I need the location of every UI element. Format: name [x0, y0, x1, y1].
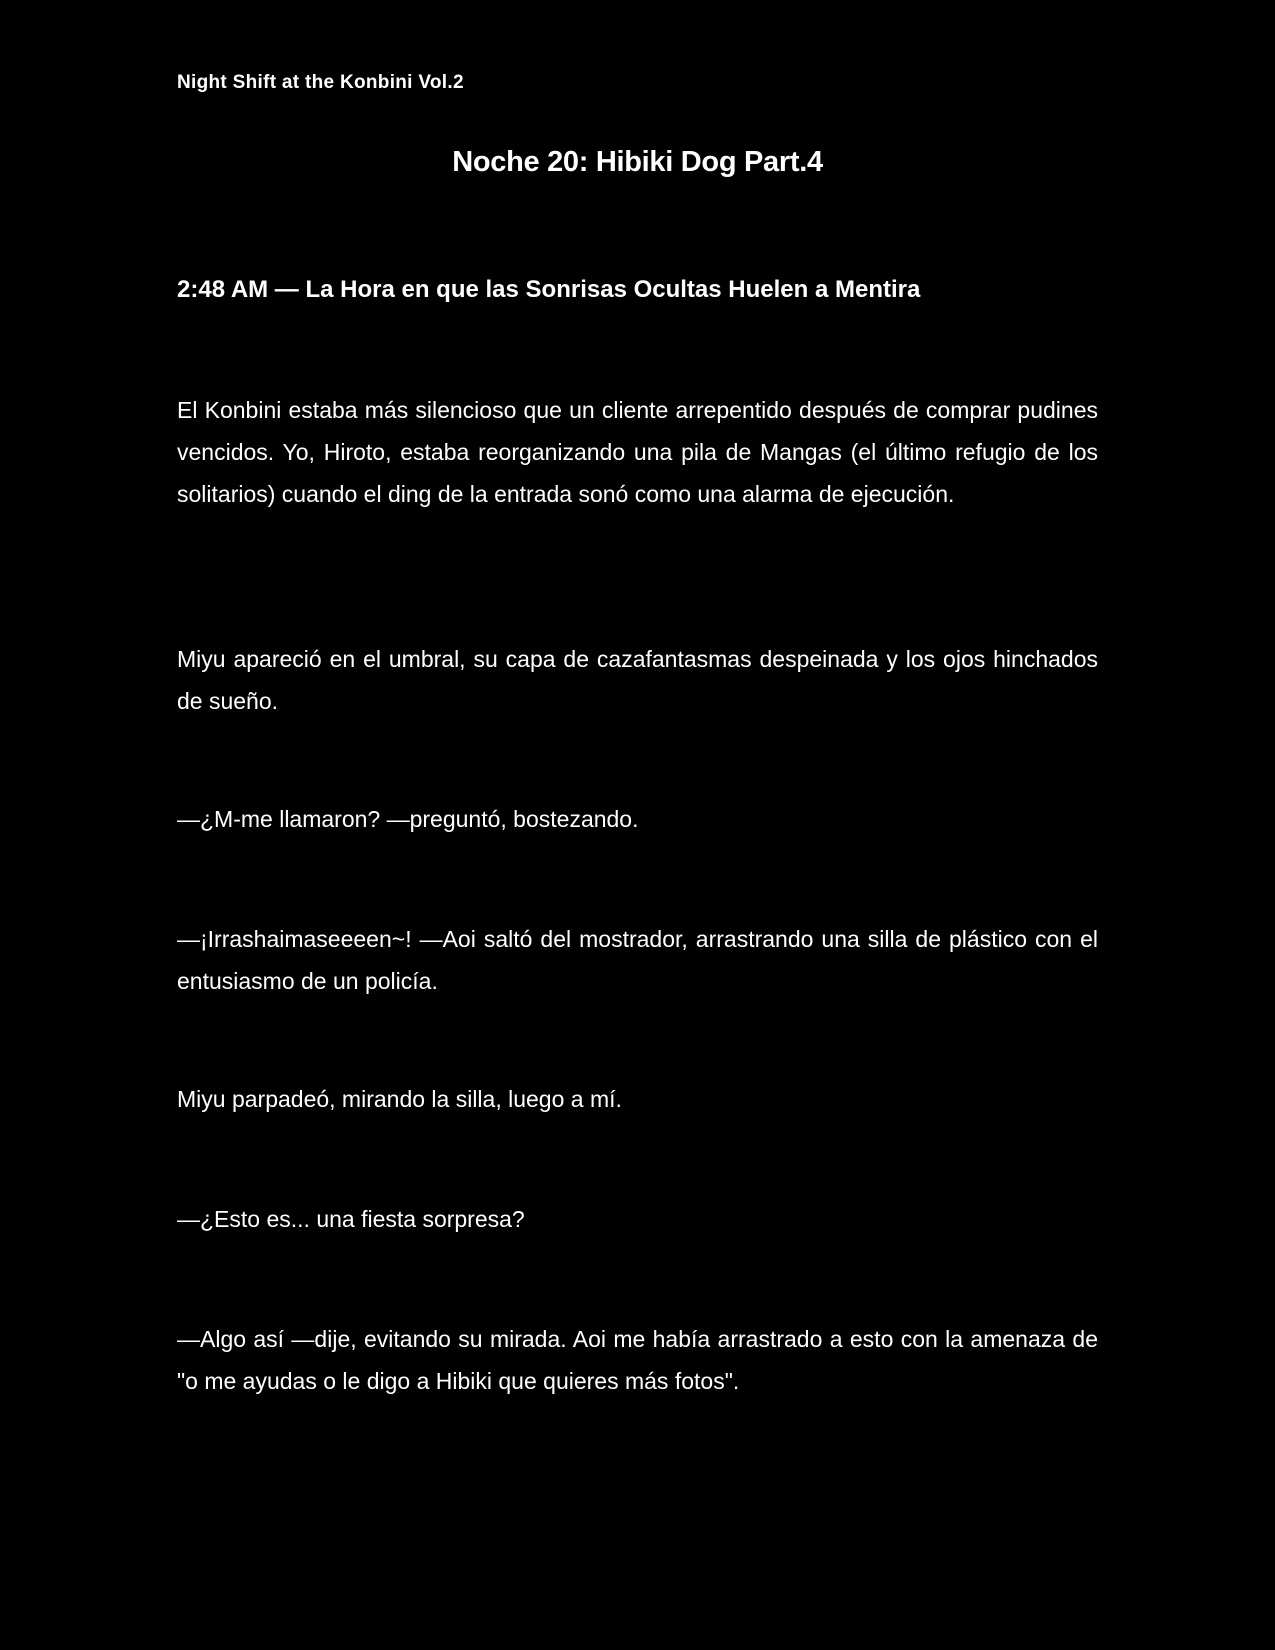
paragraph: —¿Esto es... una fiesta sorpresa?	[177, 1206, 525, 1232]
paragraph: El Konbini estaba más silencioso que un cliente arrepentido después de comprar pudines vencidos. Yo, Hiroto, estaba reorganizando una pila de Mangas (el último refugio de los solitarios) cuando el ding de la entrada sonó como una alarma de ejecución.	[177, 397, 1098, 507]
paragraph: —¿M-me llamaron? —preguntó, bostezando.	[177, 806, 639, 832]
section-heading: 2:48 AM — La Hora en que las Sonrisas Ocultas Huelen a Mentira	[177, 276, 921, 303]
chapter-title: Noche 20: Hibiki Dog Part.4	[452, 146, 823, 178]
running-header: Night Shift at the Konbini Vol.2	[177, 72, 464, 93]
paragraph: —Algo así —dije, evitando su mirada. Aoi me había arrastrado a esto con la amenaza de "o me ayudas o le digo a Hibiki que quieres más fotos".	[177, 1326, 1098, 1394]
paragraph: Miyu apareció en el umbral, su capa de cazafantasmas despeinada y los ojos hinchados de sueño.	[177, 646, 1098, 714]
document-page	[177, 0, 1098, 1650]
paragraph: —¡Irrashaimaseeeen~! —Aoi saltó del mostrador, arrastrando una silla de plástico con el entusiasmo de un policía.	[177, 926, 1098, 994]
paragraph: Miyu parpadeó, mirando la silla, luego a mí.	[177, 1086, 622, 1112]
